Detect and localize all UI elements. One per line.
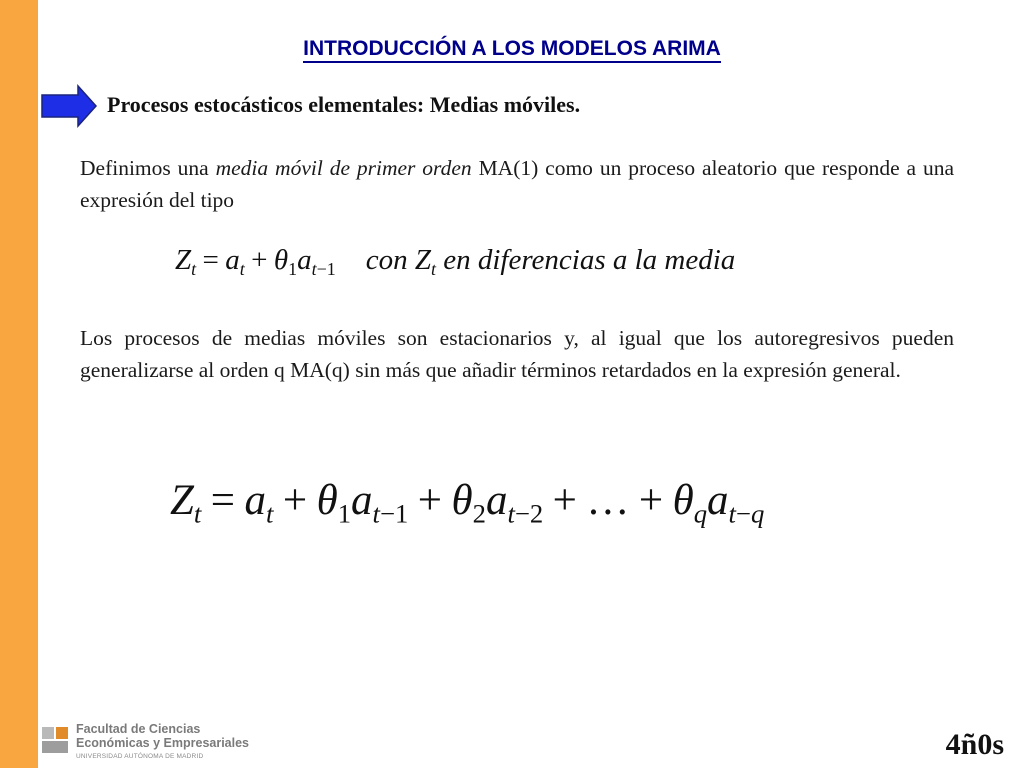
page-number: 4ñ0s	[945, 728, 1004, 761]
slide-title: INTRODUCCIÓN A LOS MODELOS ARIMA	[0, 37, 1024, 61]
right-arrow-icon	[40, 84, 98, 128]
equation-ma1: $Z_t = a_t + \theta_1a_{t-1}$ con $Z_t$ en diferencias a la media	[175, 244, 736, 279]
faculty-logo	[42, 722, 250, 766]
logo-text: Facultad de Ciencias Económicas y Empresariales	[76, 722, 250, 750]
paragraph-generalization: Los procesos de medias móviles son estacionarios y, al igual que los autoregresivos pueden generalizarse al orden q MA(q) sin más que añadir términos retardados en la expresión general.	[80, 326, 954, 382]
faculty-logo-icon	[42, 727, 68, 753]
logo-university: UNIVERSIDAD AUTÓNOMA DE MADRID	[76, 753, 204, 760]
equation-maq: $Z_t = a_t + \theta_1a_{t-1} + \theta_2a_{t-2}$ + … + $\theta_qa_{t-q}$	[170, 477, 765, 529]
section-subtitle: Procesos estocásticos elementales: Medias móviles.	[107, 92, 581, 117]
paragraph-definition: Definimos una media móvil de primer orden MA(1) como un proceso aleatorio que responde a una expresión del tipo	[80, 156, 954, 212]
left-accent-bar	[0, 0, 38, 768]
